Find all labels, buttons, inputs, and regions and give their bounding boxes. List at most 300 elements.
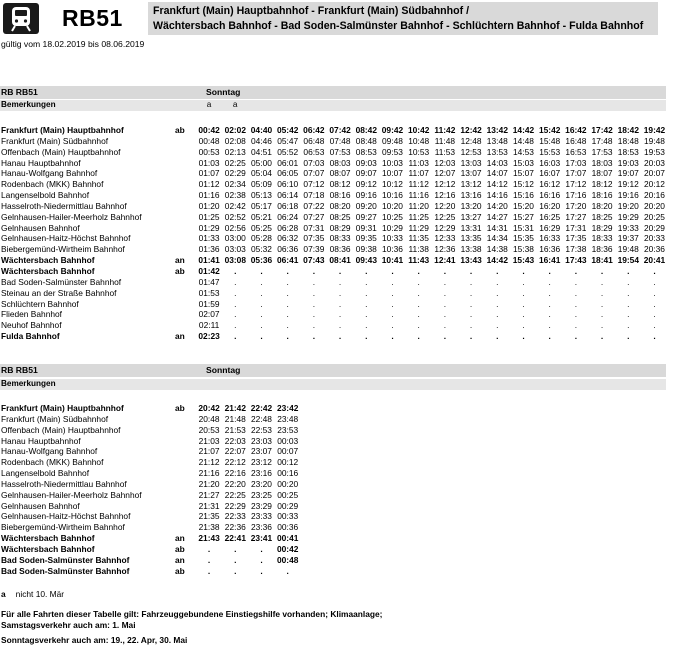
departure-time: 07:48 xyxy=(329,135,351,146)
departure-time: . xyxy=(600,331,604,342)
station-name: Hasselroth-Niedermittlau Bahnhof xyxy=(1,200,127,211)
departure-time: 15:42 xyxy=(538,125,561,135)
departure-time: . xyxy=(391,298,394,309)
departure-time: 13:42 xyxy=(486,125,508,135)
departure-time: . xyxy=(312,331,316,342)
station-name: Neuhof Bahnhof xyxy=(1,320,62,331)
departure-time: 20:03 xyxy=(644,157,665,168)
departure-time: . xyxy=(522,298,525,309)
footnote-saturday: Samstagsverkehr auch am: 1. Mai xyxy=(1,619,136,630)
departure-time: 14:42 xyxy=(512,125,535,135)
departure-time: 19:53 xyxy=(644,146,665,157)
departure-time: 08:33 xyxy=(329,233,351,244)
departure-time: . xyxy=(260,265,263,276)
departure-time: . xyxy=(469,331,473,342)
departure-time: . xyxy=(600,276,604,287)
departure-time: 15:16 xyxy=(513,190,534,201)
departure-time: 06:05 xyxy=(277,168,299,179)
departure-time: . xyxy=(469,265,473,276)
departure-time: 04:46 xyxy=(251,135,272,146)
departure-time: . xyxy=(260,298,263,309)
departure-time: 20:33 xyxy=(644,233,665,244)
section-day: Sonntag xyxy=(206,365,241,375)
departure-time: . xyxy=(469,309,473,320)
route-line-2: Wächtersbach Bahnhof - Bad Soden-Salmünster Bahnhof - Schlüchtern Bahnhof - Fulda Bahnhof xyxy=(153,20,644,32)
departure-time: 18:41 xyxy=(591,255,613,266)
departure-time: 10:42 xyxy=(407,125,430,135)
departure-time: . xyxy=(627,298,630,309)
departure-time: 01:33 xyxy=(198,233,220,244)
departure-time: . xyxy=(443,320,447,331)
departure-time: 05:52 xyxy=(277,146,299,157)
departure-time: 08:03 xyxy=(329,157,351,168)
departure-time: 13:38 xyxy=(460,244,482,255)
departure-time: 15:35 xyxy=(513,233,534,244)
departure-time: 01:41 xyxy=(198,255,220,266)
departure-time: 17:07 xyxy=(565,168,587,179)
departure-time: 05:04 xyxy=(251,168,272,179)
departure-time: 17:53 xyxy=(591,146,613,157)
departure-time: 13:12 xyxy=(460,179,482,190)
departure-time: 12:53 xyxy=(460,146,482,157)
departure-time: 00:42 xyxy=(198,125,220,135)
departure-time: 09:03 xyxy=(355,157,377,168)
departure-time: 16:12 xyxy=(539,179,561,190)
departure-time: 20:29 xyxy=(644,222,665,233)
departure-time: . xyxy=(312,309,316,320)
departure-time: 01:29 xyxy=(198,222,220,233)
departure-time: 23:53 xyxy=(277,424,299,435)
station-name: Fulda Bahnhof xyxy=(1,331,60,342)
departure-time: 17:27 xyxy=(565,211,587,222)
departure-time: 11:07 xyxy=(408,168,429,179)
departure-time: . xyxy=(260,554,263,565)
departure-time: 20:20 xyxy=(644,200,665,211)
footnote-sunday: Sonntagsverkehr auch am: 19., 22. Apr, 30. Mai xyxy=(1,635,188,645)
departure-time: 21:48 xyxy=(224,413,246,424)
departure-time: 16:03 xyxy=(539,157,561,168)
departure-time: 17:42 xyxy=(591,125,613,135)
departure-time: 19:33 xyxy=(617,222,639,233)
departure-time: 12:16 xyxy=(434,190,456,201)
departure-time: 13:03 xyxy=(460,157,482,168)
departure-time: 09:38 xyxy=(355,244,377,255)
departure-time: . xyxy=(443,298,447,309)
departure-time: . xyxy=(365,320,368,331)
departure-time: 07:07 xyxy=(303,168,325,179)
departure-time: 08:42 xyxy=(355,125,377,135)
departure-time: 02:08 xyxy=(224,135,246,146)
departure-time: . xyxy=(653,265,656,276)
departure-time: 00:20 xyxy=(277,478,299,489)
departure-time: . xyxy=(469,320,473,331)
departure-time: 22:03 xyxy=(224,435,246,446)
departure-time: 13:27 xyxy=(460,211,482,222)
station-name: Biebergemünd-Wirtheim Bahnhof xyxy=(1,244,125,255)
departure-time: 20:07 xyxy=(644,168,665,179)
departure-time: 01:42 xyxy=(198,265,220,276)
departure-time: 16:20 xyxy=(539,200,561,211)
departure-time: . xyxy=(496,265,499,276)
departure-time: 15:43 xyxy=(512,255,535,266)
departure-time: . xyxy=(312,298,316,309)
departure-time: 12:07 xyxy=(434,168,456,179)
departure-time: 19:37 xyxy=(617,233,639,244)
departure-time: 00:25 xyxy=(277,489,299,500)
departure-time: . xyxy=(234,287,237,298)
section-header xyxy=(0,364,666,377)
departure-time: 21:38 xyxy=(198,522,220,533)
departure-time: 11:43 xyxy=(408,255,430,266)
departure-time: 05:32 xyxy=(251,244,272,255)
departure-time: 14:16 xyxy=(486,190,508,201)
departure-time: 23:36 xyxy=(251,522,272,533)
departure-time: 03:00 xyxy=(224,233,246,244)
station-name: Rodenbach (MKK) Bahnhof xyxy=(1,457,104,468)
departure-time: 18:42 xyxy=(617,125,639,135)
station-name: Hanau-Wolfgang Bahnhof xyxy=(1,446,98,457)
station-name: Frankfurt (Main) Südbahnhof xyxy=(1,135,109,146)
departure-time: 05:36 xyxy=(250,255,273,266)
station-name: Wächtersbach Bahnhof xyxy=(1,265,95,276)
departure-time: 01:59 xyxy=(198,298,220,309)
route-line-1: Frankfurt (Main) Hauptbahnhof - Frankfurt (Main) Südbahnhof / xyxy=(153,5,470,17)
departure-time: 09:16 xyxy=(355,190,377,201)
arrival-departure: ab xyxy=(175,543,185,554)
departure-time: 23:48 xyxy=(277,413,299,424)
departure-time: 12:12 xyxy=(434,179,456,190)
section-header xyxy=(0,86,666,99)
departure-time: . xyxy=(443,309,447,320)
departure-time: 01:03 xyxy=(198,157,220,168)
departure-time: 00:53 xyxy=(198,146,220,157)
departure-time: 10:36 xyxy=(382,244,403,255)
departure-time: 15:07 xyxy=(513,168,534,179)
departure-time: 14:53 xyxy=(513,146,534,157)
departure-time: 20:25 xyxy=(644,211,665,222)
departure-time: 00:12 xyxy=(277,457,299,468)
station-name: Schlüchtern Bahnhof xyxy=(1,298,79,309)
departure-time: 22:48 xyxy=(251,413,272,424)
departure-time: 11:29 xyxy=(408,222,429,233)
departure-time: . xyxy=(234,276,237,287)
departure-time: 19:48 xyxy=(617,244,639,255)
departure-time: . xyxy=(234,331,237,342)
departure-time: 06:41 xyxy=(276,255,299,266)
departure-time: . xyxy=(627,331,630,342)
departure-time: 09:48 xyxy=(382,135,403,146)
departure-time: 20:16 xyxy=(644,190,665,201)
arrival-departure: an xyxy=(175,255,185,266)
departure-time: 12:33 xyxy=(434,233,456,244)
departure-time: 17:48 xyxy=(591,135,613,146)
departure-time: . xyxy=(312,320,316,331)
departure-time: . xyxy=(522,309,525,320)
departure-time: . xyxy=(574,298,578,309)
departure-time: 11:12 xyxy=(408,179,429,190)
departure-time: 14:31 xyxy=(486,222,508,233)
departure-time: 23:07 xyxy=(251,446,272,457)
departure-time: 20:12 xyxy=(644,179,665,190)
departure-time: 14:34 xyxy=(486,233,508,244)
departure-time: . xyxy=(574,309,578,320)
departure-time: 09:42 xyxy=(381,125,404,135)
departure-time: . xyxy=(417,276,420,287)
departure-time: 09:07 xyxy=(355,168,377,179)
departure-time: 06:18 xyxy=(277,200,299,211)
departure-time: 23:42 xyxy=(276,403,299,413)
departure-time: . xyxy=(286,331,289,342)
station-name: Langenselbold Bahnhof xyxy=(1,190,90,201)
departure-time: 06:53 xyxy=(303,146,325,157)
departure-time: . xyxy=(600,287,604,298)
departure-time: 17:35 xyxy=(565,233,587,244)
departure-time: . xyxy=(338,309,342,320)
departure-time: 00:16 xyxy=(277,468,299,479)
departure-time: 18:48 xyxy=(617,135,639,146)
departure-time: 07:22 xyxy=(303,200,325,211)
station-name: Biebergemünd-Wirtheim Bahnhof xyxy=(1,522,125,533)
departure-time: . xyxy=(548,309,551,320)
station-name: Bad Soden-Salmünster Bahnhof xyxy=(1,565,130,576)
station-name: Gelnhausen Bahnhof xyxy=(1,500,80,511)
departure-time: 12:48 xyxy=(460,135,482,146)
departure-time: . xyxy=(443,331,447,342)
departure-time: . xyxy=(260,320,263,331)
departure-time: 21:42 xyxy=(224,403,246,413)
departure-time: . xyxy=(207,543,211,554)
departure-time: 02:34 xyxy=(224,179,246,190)
departure-time: 22:42 xyxy=(250,403,273,413)
station-name: Offenbach (Main) Hauptbahnhof xyxy=(1,424,121,435)
departure-time: 01:53 xyxy=(198,287,220,298)
departure-time: 21:43 xyxy=(198,533,220,544)
station-name: Frankfurt (Main) Hauptbahnhof xyxy=(1,403,124,413)
departure-time: 12:20 xyxy=(434,200,456,211)
departure-time: . xyxy=(338,276,342,287)
departure-time: . xyxy=(286,265,289,276)
departure-time: . xyxy=(496,276,499,287)
departure-time: 10:48 xyxy=(408,135,430,146)
departure-time: . xyxy=(469,298,473,309)
departure-time: 22:33 xyxy=(224,511,246,522)
departure-time: 10:20 xyxy=(382,200,403,211)
departure-time: . xyxy=(496,331,499,342)
station-name: Bad Soden-Salmünster Bahnhof xyxy=(1,276,122,287)
remark-mark: a xyxy=(206,100,212,109)
departure-time: . xyxy=(365,265,368,276)
departure-time: 23:29 xyxy=(251,500,272,511)
departure-time: 00:36 xyxy=(277,522,299,533)
departure-time: 11:16 xyxy=(408,190,429,201)
departure-time: 02:52 xyxy=(224,211,246,222)
departure-time: . xyxy=(234,265,237,276)
departure-time: . xyxy=(338,298,342,309)
departure-time: . xyxy=(417,287,420,298)
departure-time: 19:54 xyxy=(617,255,639,266)
departure-time: 13:31 xyxy=(460,222,482,233)
departure-time: 12:03 xyxy=(434,157,456,168)
departure-time: . xyxy=(312,287,316,298)
departure-time: 05:21 xyxy=(251,211,272,222)
departure-time: . xyxy=(417,298,420,309)
departure-time: 15:31 xyxy=(513,222,534,233)
departure-time: 09:12 xyxy=(355,179,377,190)
departure-time: 11:48 xyxy=(434,135,456,146)
departure-time: 13:43 xyxy=(460,255,482,266)
departure-time: 00:29 xyxy=(277,500,299,511)
validity-period: gültig vom 18.02.2019 bis 08.06.2019 xyxy=(1,39,145,49)
departure-time: . xyxy=(522,287,525,298)
station-name: Hanau Hauptbahnhof xyxy=(1,435,81,446)
departure-time: 09:20 xyxy=(355,200,377,211)
legend-key: a xyxy=(1,589,6,599)
departure-time: . xyxy=(469,287,473,298)
departure-time: 05:17 xyxy=(251,200,272,211)
departure-time: 21:31 xyxy=(198,500,220,511)
remark-mark: a xyxy=(232,100,238,109)
departure-time: . xyxy=(234,565,237,576)
arrival-departure: an xyxy=(175,331,185,342)
departure-time: 22:20 xyxy=(224,478,246,489)
departure-time: 22:12 xyxy=(224,457,246,468)
departure-time: . xyxy=(312,265,316,276)
departure-time: 17:38 xyxy=(565,244,587,255)
departure-time: 12:41 xyxy=(434,255,456,266)
departure-time: 18:36 xyxy=(591,244,613,255)
departure-time: 02:29 xyxy=(224,168,246,179)
departure-time: 02:56 xyxy=(224,222,246,233)
departure-time: . xyxy=(365,309,368,320)
departure-time: 05:25 xyxy=(251,222,272,233)
departure-time: . xyxy=(234,543,237,554)
departure-time: 02:25 xyxy=(224,157,246,168)
departure-time: . xyxy=(286,287,289,298)
section-line-name: RB RB51 xyxy=(1,87,38,97)
departure-time: 09:43 xyxy=(355,255,377,266)
departure-time: 06:32 xyxy=(277,233,299,244)
station-name: Hanau Hauptbahnhof xyxy=(1,157,81,168)
departure-time: . xyxy=(260,565,263,576)
departure-time: . xyxy=(391,287,394,298)
departure-time: 07:35 xyxy=(303,233,325,244)
arrival-departure: an xyxy=(175,554,185,565)
departure-time: . xyxy=(365,276,368,287)
departure-time: 10:03 xyxy=(382,157,403,168)
departure-time: 16:36 xyxy=(539,244,561,255)
departure-time: 07:42 xyxy=(329,125,351,135)
departure-time: 08:25 xyxy=(329,211,351,222)
departure-time: 19:07 xyxy=(617,168,639,179)
station-name: Wächtersbach Bahnhof xyxy=(1,543,95,554)
station-name: Gelnhausen-Hailer-Meerholz Bahnhof xyxy=(1,489,142,500)
departure-time: . xyxy=(574,320,578,331)
departure-time: 16:25 xyxy=(539,211,561,222)
departure-time: 04:51 xyxy=(251,146,272,157)
departure-time: . xyxy=(496,309,499,320)
departure-time: 18:25 xyxy=(591,211,613,222)
station-name: Rodenbach (MKK) Bahnhof xyxy=(1,179,104,190)
departure-time: 07:03 xyxy=(303,157,325,168)
departure-time: 06:14 xyxy=(277,190,299,201)
departure-time: . xyxy=(653,287,656,298)
arrival-departure: ab xyxy=(175,403,185,413)
departure-time: 01:36 xyxy=(198,244,220,255)
departure-time: 09:53 xyxy=(382,146,403,157)
departure-time: 11:25 xyxy=(408,211,429,222)
departure-time: 10:12 xyxy=(382,179,403,190)
departure-time: 18:33 xyxy=(591,233,613,244)
departure-time: . xyxy=(574,331,578,342)
departure-time: 13:07 xyxy=(460,168,482,179)
departure-time: 11:20 xyxy=(408,200,429,211)
departure-time: . xyxy=(260,331,263,342)
departure-time: . xyxy=(207,554,211,565)
departure-time: 08:20 xyxy=(329,200,351,211)
departure-time: 08:41 xyxy=(329,255,351,266)
legend xyxy=(1,589,64,599)
departure-time: . xyxy=(627,320,630,331)
departure-time: 10:53 xyxy=(408,146,430,157)
departure-time: 16:48 xyxy=(565,135,587,146)
departure-time: 18:29 xyxy=(591,222,613,233)
departure-time: 12:25 xyxy=(434,211,456,222)
departure-time: 19:16 xyxy=(617,190,639,201)
departure-time: 10:41 xyxy=(381,255,404,266)
departure-time: 19:42 xyxy=(643,125,666,135)
departure-time: . xyxy=(522,320,525,331)
departure-time: 17:16 xyxy=(565,190,587,201)
remarks-label: Bemerkungen xyxy=(1,379,56,388)
departure-time: 08:16 xyxy=(329,190,351,201)
departure-time: 01:47 xyxy=(198,276,220,287)
departure-time: 08:07 xyxy=(329,168,351,179)
departure-time: 23:20 xyxy=(251,478,272,489)
departure-time: 07:18 xyxy=(303,190,325,201)
departure-time: . xyxy=(260,309,263,320)
footnote-general: Für alle Fahrten dieser Tabelle gilt: Fahrzeuggebundene Einstiegshilfe vorhanden; Klimaanlage; xyxy=(1,609,383,619)
departure-time: . xyxy=(286,320,289,331)
departure-time: . xyxy=(391,331,394,342)
departure-time: . xyxy=(365,331,368,342)
departure-time: 16:29 xyxy=(539,222,561,233)
arrival-departure: an xyxy=(175,533,185,544)
departure-time: 15:27 xyxy=(513,211,534,222)
departure-time: . xyxy=(522,331,525,342)
departure-time: 21:35 xyxy=(198,511,220,522)
departure-time: . xyxy=(653,309,656,320)
departure-time: . xyxy=(548,298,551,309)
departure-time: 05:28 xyxy=(251,233,272,244)
departure-time: . xyxy=(574,276,578,287)
departure-time: 15:53 xyxy=(539,146,561,157)
departure-time: 02:07 xyxy=(198,309,220,320)
departure-time: 03:08 xyxy=(224,255,246,266)
departure-time: 10:16 xyxy=(382,190,403,201)
departure-time: . xyxy=(653,276,656,287)
departure-time: . xyxy=(417,320,420,331)
departure-time: 13:16 xyxy=(460,190,482,201)
departure-time: . xyxy=(496,298,499,309)
departure-time: 02:23 xyxy=(198,331,220,342)
departure-time: 21:53 xyxy=(224,424,246,435)
departure-time: 12:29 xyxy=(434,222,456,233)
departure-time: . xyxy=(600,265,604,276)
departure-time: 08:12 xyxy=(329,179,351,190)
departure-time: 18:16 xyxy=(591,190,613,201)
departure-time: 14:20 xyxy=(486,200,508,211)
departure-time: 22:36 xyxy=(224,522,246,533)
